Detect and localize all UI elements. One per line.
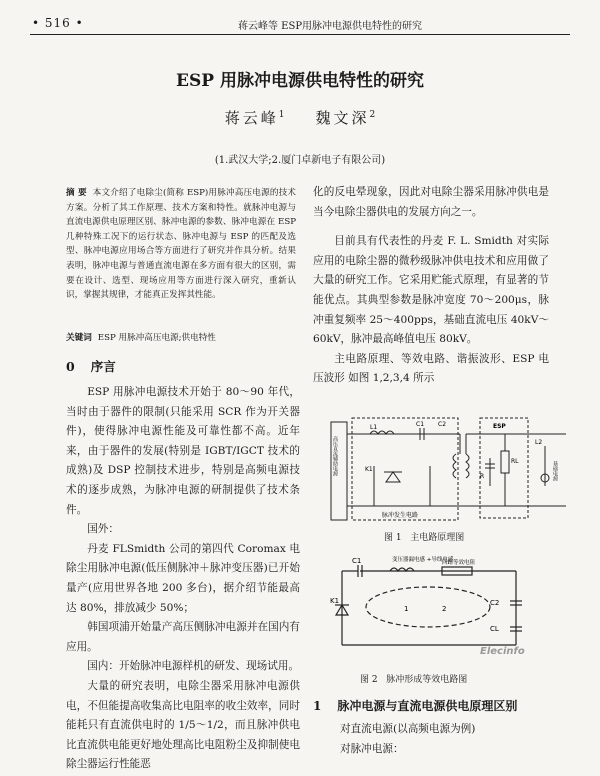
running-title: 蒋云峰等 ESP用脉冲电源供电特性的研究: [238, 21, 423, 32]
affiliation: (1.武汉大学;2.厦门卓新电子有限公司): [214, 155, 386, 166]
resistor-rl: [501, 451, 509, 473]
label-esp: ESP: [493, 423, 506, 430]
label-rl: RL: [511, 458, 519, 465]
abstract-label: 摘 要: [66, 188, 87, 198]
authors: [0, 107, 600, 128]
keywords-label: 关键词: [66, 333, 92, 343]
keywords: [66, 331, 302, 343]
current-loop: [366, 587, 490, 627]
label-c2: C2: [438, 421, 447, 428]
equivalent-circuit-figure: [330, 555, 530, 655]
watermark: Elecinfo: [480, 646, 525, 655]
caption-text: 脉冲形成等效电路图: [386, 675, 468, 685]
paragraph: 目前具有代表性的丹麦 F. L. Smidth 对实际应用的电除尘器的微秒级脉冲供电技术和应用做了大量的研究工作。它采用贮能式原理，有显著的节能优点。其典型参数是脉冲宽度 70～200μs，脉冲重复频率 25～400pps，基础直流电压 40kV～60kV，脉冲最高峰值电压 80kV。: [313, 235, 549, 346]
right-column: [313, 183, 549, 389]
author-mark: 2: [369, 110, 376, 120]
section1-lines: [340, 719, 475, 759]
paragraph: 主电路原理、等效电路、谐振波形、ESP 电压波形 如图 1,2,3,4 所示: [313, 352, 549, 385]
label-cl: CL: [490, 625, 499, 633]
section-heading: [313, 697, 533, 714]
section-title: 脉冲电源与直流电源供电原理区别: [337, 699, 518, 713]
label-pulse-circuit: 脉冲发生电路: [382, 512, 419, 519]
figure1-caption: [384, 530, 464, 543]
header-rule: [30, 34, 570, 35]
paragraph: 国外：: [87, 523, 119, 536]
label-k1: K1: [365, 466, 373, 473]
transformer-secondary: [466, 454, 469, 478]
caption-text: 主电路原理图: [410, 533, 465, 543]
paper-title: ESP 用脉冲电源供电特性的研究: [176, 71, 424, 91]
label-loop-resistance: 回路等效电阻: [442, 560, 476, 566]
diode-k1: [386, 472, 400, 482]
main-circuit-figure: [330, 416, 568, 524]
author-mark: 1: [278, 110, 285, 120]
figure2-caption: [360, 672, 467, 685]
keywords-text: ESP 用脉冲高压电源;供电特性: [97, 333, 216, 343]
label-base-supply: 基础电源: [552, 461, 558, 481]
author-name: 蒋云峰: [224, 109, 279, 127]
section-title: 序言: [90, 359, 116, 374]
text-line: 对脉冲电源：: [340, 743, 404, 755]
paragraph: 化的反电晕现象，因此对电除尘器采用脉冲供电是当今电除尘器供电的发展方向之一。: [313, 186, 549, 218]
paragraph: 大量的研究表明，电除尘器采用脉冲电源供电，不但能提高收集高比电阻率的收尘效率，同时能耗只有直流供电时的 1/5～1/2，而且脉冲供电比直流供电能更好地处理高比电阻粉尘及抑制使电除尘器运行性能恶: [66, 679, 300, 771]
section-number: 1: [313, 699, 322, 713]
label-loop-1: 1: [404, 605, 409, 613]
label-l1: L1: [370, 424, 378, 431]
paragraph: ESP 用脉冲电源技术开始于 80～90 年代，当时由于器件的限制(只能采用 SCR 作为开关器件)，使得脉冲电源性能及可靠性都不高。近年来，由于器件的发展(特别是 IGBT/IGCT 技术的成熟)及 DSP 控制技术进步，特别是高频电源技术的逐步成熟，为脉冲电源的研制提供了技术条件。: [66, 386, 300, 516]
label-c1: C1: [416, 421, 425, 428]
text-line: 对直流电源(以高频电源为例): [340, 723, 476, 735]
label-l2: L2: [535, 439, 543, 446]
paragraph: 丹麦 FLSmidth 公司的第四代 Coromax 电除尘用脉冲电源(低压侧脉冲＋脉冲变压器)已开始量产(应用世界各地 200 多台)，据介绍节能最高达 80%，排放减少 50%；: [66, 542, 300, 614]
author-name: 魏文深: [315, 109, 370, 127]
page-number: • 516 •: [32, 16, 84, 30]
label-c2: C2: [490, 599, 500, 607]
section-number: 0: [66, 359, 75, 374]
label-r: R: [480, 473, 485, 480]
abstract: [66, 186, 296, 303]
caption-label: 图 1: [384, 533, 402, 543]
transformer-primary: [453, 454, 456, 478]
label-c1: C1: [352, 557, 362, 565]
label-k1: K1: [330, 597, 340, 605]
left-column: [66, 383, 300, 775]
abstract-text: 本文介绍了电除尘(简称 ESP)用脉冲高压电源的技术方案。分析了其工作原理、技术方案和特性。就脉冲电源与直流电源供电原理区别、脉冲电源的参数、脉冲电源在 ESP 几种特殊工况下的运行状态、脉冲电源与 ESP 的匹配及选型、脉冲电源应用场合等方面进行了研究并作具分析。结果表明，脉冲电源与普通直流电源在多方面有很大的区别，需要在设计、选型、现场应用等方面进行深入研究，重新认识，掌握其规律，才能真正发挥其性能。: [66, 188, 296, 301]
label-loop-2: 2: [442, 605, 447, 613]
label-hv-aux: 高压直流辅助电源: [332, 436, 338, 476]
label-leakage: 变压器漏电感 +导线电感: [392, 557, 454, 563]
paragraph: 韩国项浦开始量产高压侧脉冲电源并在国内有应用。: [66, 621, 300, 653]
paragraph: 国内：开始脉冲电源样机的研发、现场试用。: [87, 660, 300, 673]
section-heading: [66, 357, 132, 375]
caption-label: 图 2: [360, 675, 378, 685]
